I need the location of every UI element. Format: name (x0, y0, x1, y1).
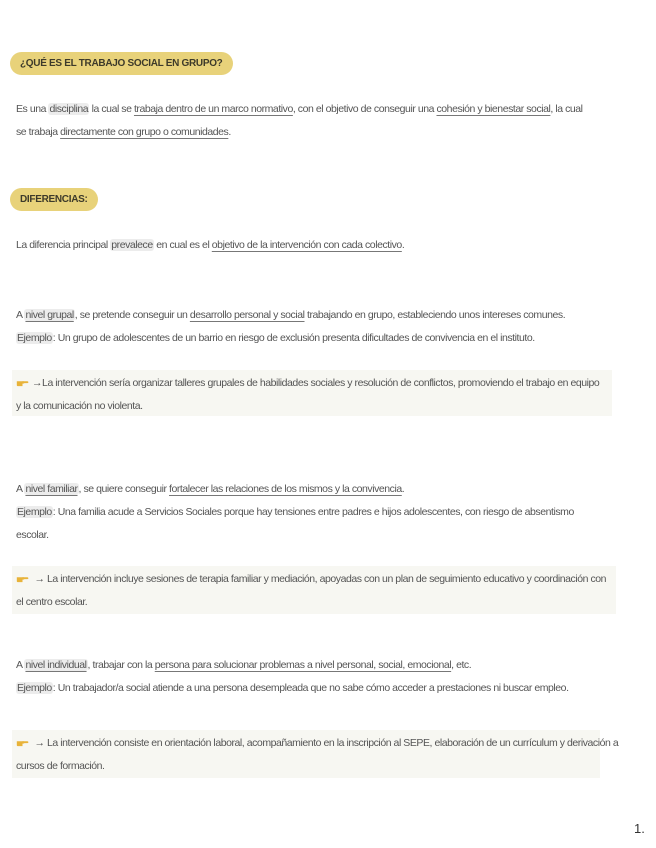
text: . (401, 239, 405, 251)
underlined-phrase: desarrollo personal y social (189, 309, 305, 321)
page-number: 1. (634, 821, 645, 836)
example-text: : Una familia acude a Servicios Sociales porque hay tensiones entre padres e hijos adolescentes, con riesgo de absentismo (52, 506, 574, 518)
pointing-hand-icon (16, 573, 29, 583)
example-label: Ejemplo (17, 506, 52, 518)
familiar-line (16, 478, 574, 501)
individual-example (16, 677, 569, 700)
pointing-hand-icon (16, 737, 29, 747)
underlined-phrase: objetivo de la intervención con cada colectivo (211, 239, 402, 251)
text: , la cual (550, 103, 583, 115)
section-heading-what-is: ¿QUÉ ES EL TRABAJO SOCIAL EN GRUPO? (10, 52, 233, 75)
highlight: prevalece (111, 239, 153, 251)
underlined-phrase: directamente con grupo o comunidades (60, 126, 229, 138)
familiar-example (16, 501, 574, 524)
note-line-1 (16, 372, 608, 395)
note-line-1 (16, 568, 612, 591)
text: , se quiere conseguir (78, 483, 170, 495)
text: trabajando en grupo, estableciendo unos intereses comunes. (304, 309, 566, 321)
text: A (16, 483, 25, 495)
pointing-hand-icon (16, 377, 29, 387)
underlined-phrase: trabaja dentro de un marco normativo (133, 103, 293, 115)
text: , trabajar con la (87, 659, 155, 671)
section-heading-differences: DIFERENCIAS: (10, 188, 98, 211)
intro-paragraph (16, 98, 583, 144)
note-line-2: y la comunicación no violenta. (16, 400, 143, 412)
note-text: → La intervención incluye sesiones de terapia familiar y mediación, apoyadas con un plan de seguimiento educativo y coordinación con (32, 573, 607, 585)
level-highlight: nivel grupal (25, 309, 74, 321)
intro-line-1 (16, 98, 583, 121)
text: , con el objetivo de conseguir una (292, 103, 437, 115)
underlined-phrase: cohesión y bienestar social (436, 103, 551, 115)
grupal-paragraph (16, 304, 565, 350)
note-line-2: cursos de formación. (16, 760, 105, 772)
example-label: Ejemplo (17, 332, 52, 344)
text: A (16, 659, 25, 671)
text: en cual es el (153, 239, 212, 251)
grupal-intervention-note (12, 370, 612, 416)
example-text-continued: escolar. (16, 529, 49, 541)
individual-paragraph (16, 654, 569, 700)
text: . (228, 126, 231, 138)
text: . (401, 483, 405, 495)
familiar-paragraph (16, 478, 574, 547)
grupal-example (16, 327, 565, 350)
note-line-2: el centro escolar. (16, 596, 88, 608)
note-text: → La intervención consiste en orientación laboral, acompañamiento en la inscripción al SEPE, elaboración de un currículum y derivación a (32, 737, 619, 749)
difference-paragraph (16, 234, 404, 257)
text: , etc. (451, 659, 472, 671)
text: La diferencia principal (16, 239, 111, 251)
text: A (16, 309, 25, 321)
text: la cual se (89, 103, 134, 115)
intro-line-2 (16, 121, 583, 144)
note-text: →La intervención sería organizar talleres grupales de habilidades sociales y resolución de conflictos, promoviendo el trabajo en equipo (32, 377, 600, 389)
example-text: : Un trabajador/a social atiende a una persona desempleada que no sabe cómo acceder a prestaciones ni buscar empleo. (52, 682, 569, 694)
underlined-phrase: persona para solucionar problemas a nivel personal, social, emocional (154, 659, 452, 671)
example-label: Ejemplo (17, 682, 52, 694)
level-highlight: nivel familiar (25, 483, 78, 495)
underlined-phrase: fortalecer las relaciones de los mismos y la convivencia (169, 483, 402, 495)
individual-line (16, 654, 569, 677)
level-highlight: nivel individual (25, 659, 87, 671)
note-line-1 (16, 732, 619, 755)
example-text: : Un grupo de adolescentes de un barrio en riesgo de exclusión presenta dificultades de convivencia en el instituto. (52, 332, 535, 344)
individual-intervention-note (12, 730, 619, 778)
text: , se pretende conseguir un (74, 309, 190, 321)
highlight: disciplina (49, 103, 89, 115)
familiar-intervention-note (12, 566, 616, 614)
text: Es una (16, 103, 49, 115)
grupal-line (16, 304, 565, 327)
text: se trabaja (16, 126, 61, 138)
